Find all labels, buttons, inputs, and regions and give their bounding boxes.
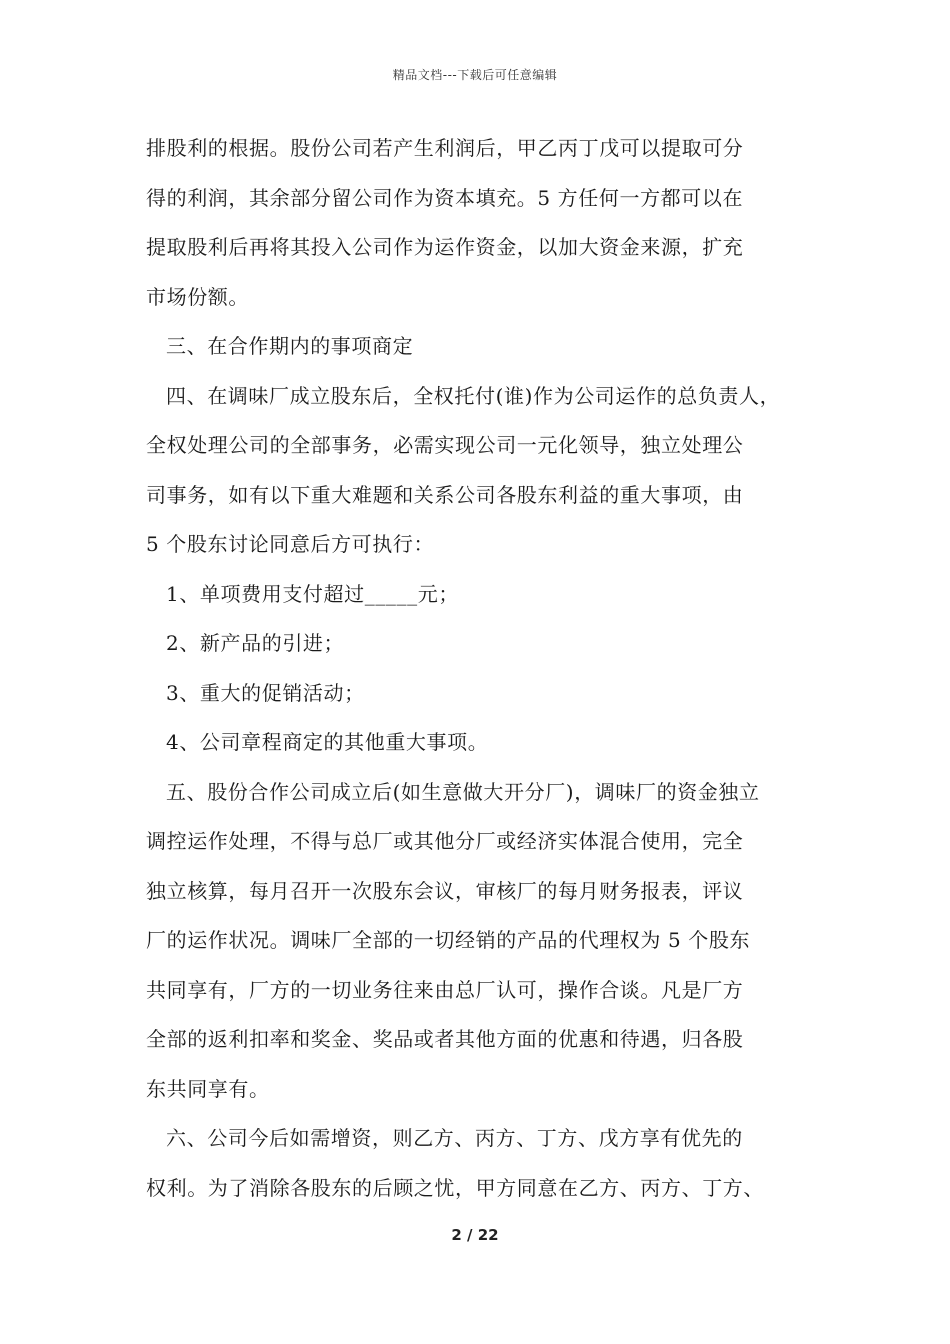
body-line: 东共同享有。 — [146, 1076, 270, 1101]
body-line: 全部的返利扣率和奖金、奖品或者其他方面的优惠和待遇，归各股 — [146, 1027, 744, 1051]
body-line: 市场份额。 — [146, 284, 249, 309]
body-line: 排股利的根据。股份公司若产生利润后，甲乙丙丁戊可以提取可分 — [146, 136, 744, 160]
body-line: 共同享有，厂方的一切业务往来由总厂认可，操作合谈。凡是厂方 — [146, 977, 744, 1002]
body-line: 司事务，如有以下重大难题和关系公司各股东利益的重大事项，由 — [146, 482, 744, 507]
section-heading-5: 五、股份合作公司成立后(如生意做大开分厂)，调味厂的资金独立 — [166, 779, 760, 804]
body-line: 得的利润，其余部分留公司作为资本填充。5 方任何一方都可以在 — [146, 185, 744, 210]
list-item: 1、单项费用支付超过_____元； — [166, 581, 459, 606]
body-line: 5 个股东讨论同意后方可执行： — [146, 532, 435, 556]
section-heading-6: 六、公司今后如需增资，则乙方、丙方、丁方、戊方享有优先的 — [166, 1126, 743, 1150]
section-heading-3: 三、在合作期内的事项商定 — [166, 334, 414, 358]
body-line: 全权处理公司的全部事务，必需实现公司一元化领导，独立处理公 — [146, 433, 744, 457]
list-item: 2、新产品的引进； — [166, 631, 345, 655]
body-line: 调控运作处理，不得与总厂或其他分厂或经济实体混合使用，完全 — [146, 829, 744, 853]
list-item: 4、公司章程商定的其他重大事项。 — [166, 730, 489, 754]
body-line: 厂的运作状况。调味厂全部的一切经销的产品的代理权为 5 个股东 — [146, 928, 751, 952]
document-body — [146, 128, 826, 1217]
body-line: 权利。为了消除各股东的后顾之忧，甲方同意在乙方、丙方、丁方、 — [146, 1175, 764, 1200]
body-line: 提取股利后再将其投入公司作为运作资金，以加大资金来源，扩充 — [146, 235, 744, 259]
section-heading-4: 四、在调味厂成立股东后，全权托付(谁)作为公司运作的总负责人， — [166, 383, 781, 408]
page-header: 精品文档---下载后可任意编辑 — [392, 68, 558, 82]
list-item: 3、重大的促销活动； — [166, 680, 365, 705]
body-line: 独立核算，每月召开一次股东会议，审核厂的每月财务报表，评议 — [146, 878, 744, 903]
page-number: 2 / 22 — [451, 1226, 499, 1244]
